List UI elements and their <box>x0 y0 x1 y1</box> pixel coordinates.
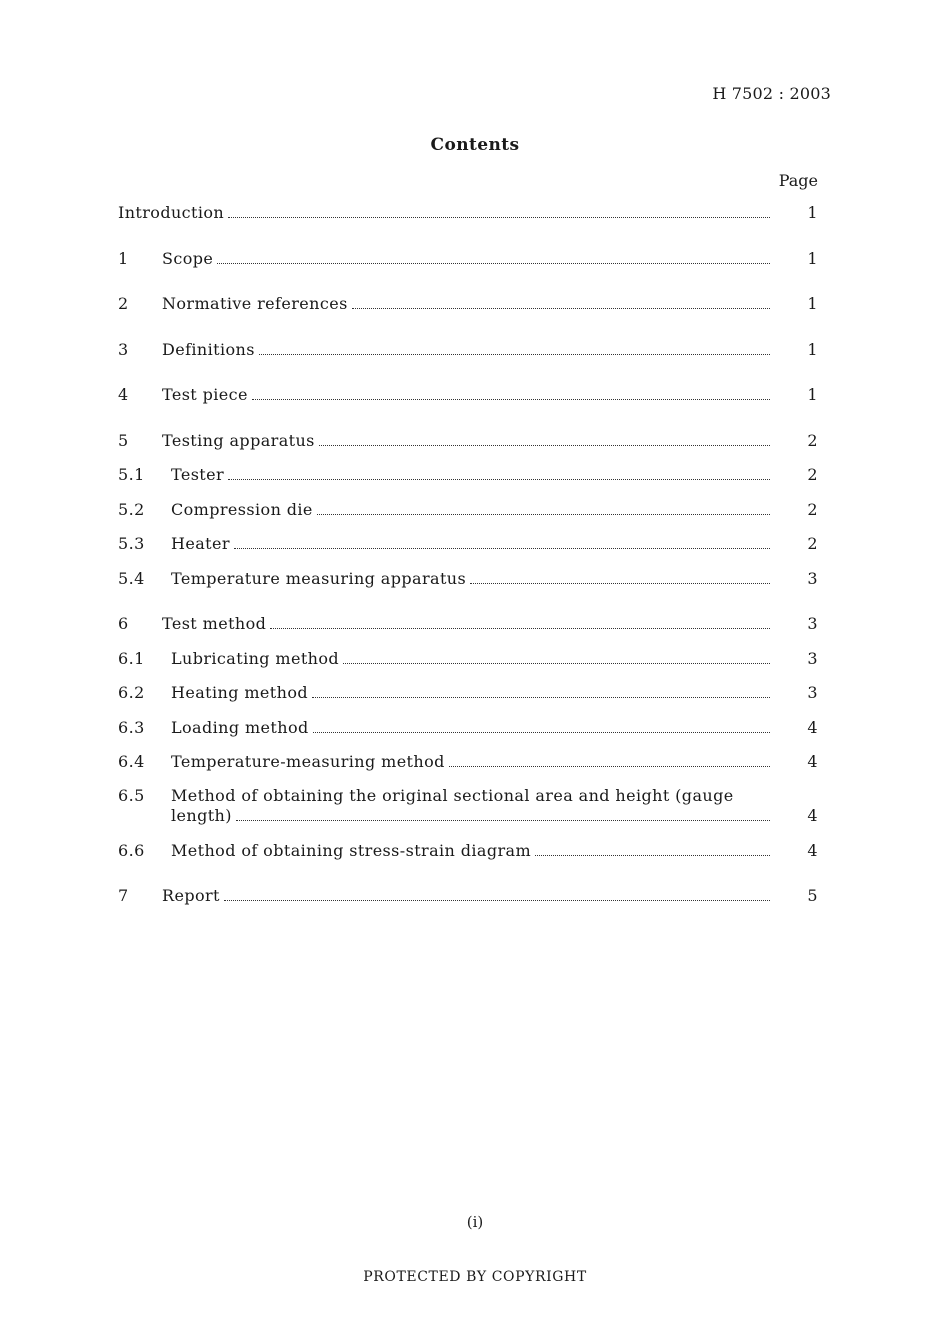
leader-dots <box>470 583 770 584</box>
toc-entry-page: 3 <box>807 683 818 702</box>
toc-entry-page: 2 <box>807 465 818 484</box>
toc-entry-temperature-measuring-method[interactable] <box>118 738 818 773</box>
toc-entry-original-sectional-area[interactable] <box>118 772 818 826</box>
toc-entry-label-line1: Method of obtaining the original sectional area and height (gauge <box>171 786 734 805</box>
toc-entry-label: Method of obtaining stress-strain diagram <box>171 840 532 860</box>
leader-dots <box>270 628 770 629</box>
toc-entry-number: 4 <box>118 385 129 404</box>
leader-dots <box>352 308 770 309</box>
toc-entry-label: Test piece <box>162 385 248 404</box>
toc-entry-scope[interactable] <box>118 241 818 269</box>
footer-page-number: (i) <box>466 1213 484 1231</box>
leader-dots <box>252 399 770 400</box>
toc-entry-heater[interactable] <box>118 520 818 555</box>
toc-entry-temperature-measuring-apparatus[interactable] <box>118 554 818 589</box>
toc-entry-page: 4 <box>807 752 818 771</box>
toc-entry-label: Heating method <box>171 683 308 702</box>
toc-entry-number: 6.2 <box>118 683 145 702</box>
toc-entry-tester[interactable] <box>118 451 818 486</box>
toc-entry-label-line2: length) <box>171 806 232 825</box>
leader-dots <box>228 479 770 480</box>
toc-entry-label: Testing apparatus <box>162 430 315 450</box>
toc-entry-number: 5.2 <box>118 499 145 519</box>
toc-entry-test-method[interactable] <box>118 606 818 634</box>
toc-entry-stress-strain-diagram[interactable] <box>118 826 818 861</box>
toc-entry-number: 5.3 <box>118 534 145 553</box>
toc-entry-label: Lubricating method <box>171 648 340 668</box>
toc-entry-definitions[interactable] <box>118 332 818 360</box>
leader-dots <box>319 445 770 446</box>
toc-entry-label: Normative references <box>162 294 348 313</box>
leader-dots <box>259 354 770 355</box>
leader-dots <box>224 900 770 901</box>
leader-dots <box>234 548 770 549</box>
page-column-header: Page <box>778 171 818 190</box>
toc-entry-label: Temperature measuring apparatus <box>171 568 467 588</box>
page-title: Contents <box>430 135 520 155</box>
toc-entry-number: 5.1 <box>118 465 145 484</box>
toc-entry-page: 1 <box>807 294 818 313</box>
toc-entry-page: 2 <box>807 430 818 450</box>
toc-entry-number: 6.5 <box>118 786 145 805</box>
toc-entry-label: Introduction <box>118 203 225 222</box>
leader-dots <box>449 766 770 767</box>
toc-entry-number: 6.1 <box>118 648 145 668</box>
toc-entry-test-piece[interactable] <box>118 377 818 405</box>
toc-entry-page: 4 <box>807 717 818 737</box>
document-id: H 7502 : 2003 <box>712 84 831 103</box>
toc-entry-number: 5 <box>118 430 129 450</box>
toc-entry-number: 6 <box>118 614 129 633</box>
leader-dots <box>535 855 770 856</box>
toc-entry-page: 2 <box>807 534 818 553</box>
toc-entry-number: 1 <box>118 248 129 268</box>
toc-entry-page: 4 <box>807 840 818 860</box>
leader-dots <box>317 514 770 515</box>
leader-dots <box>312 697 770 698</box>
toc-entry-lubricating-method[interactable] <box>118 634 818 669</box>
toc-entry-page: 2 <box>807 499 818 519</box>
leader-dots <box>217 263 770 264</box>
toc-entry-number: 6.3 <box>118 717 145 737</box>
toc-entry-page: 3 <box>807 614 818 633</box>
toc-entry-page: 1 <box>807 385 818 404</box>
toc-entry-heating-method[interactable] <box>118 669 818 704</box>
toc-entry-page: 1 <box>807 248 818 268</box>
toc-entry-compression-die[interactable] <box>118 485 818 520</box>
toc-entry-label: Scope <box>162 248 214 268</box>
toc-entry-page: 3 <box>807 648 818 668</box>
toc-entry-number: 6.4 <box>118 752 145 771</box>
table-of-contents <box>118 195 818 906</box>
toc-entry-label: Tester <box>171 465 225 484</box>
toc-entry-label: Loading method <box>171 717 309 737</box>
leader-dots <box>313 732 770 733</box>
toc-entry-testing-apparatus[interactable] <box>118 423 818 451</box>
toc-entry-label: Temperature-measuring method <box>171 752 445 771</box>
toc-entry-normative-references[interactable] <box>118 286 818 314</box>
leader-dots <box>343 663 770 664</box>
toc-entry-introduction[interactable] <box>118 195 818 223</box>
toc-entry-label: Compression die <box>171 499 313 519</box>
copyright-notice: PROTECTED BY COPYRIGHT <box>363 1269 587 1285</box>
toc-entry-number: 3 <box>118 339 129 359</box>
toc-entry-loading-method[interactable] <box>118 703 818 738</box>
toc-entry-label: Test method <box>162 614 267 633</box>
leader-dots <box>236 820 770 821</box>
leader-dots <box>228 217 770 218</box>
toc-entry-page: 1 <box>807 339 818 359</box>
toc-entry-number: 6.6 <box>118 840 145 860</box>
toc-entry-page: 5 <box>807 886 818 905</box>
toc-entry-page: 4 <box>807 806 818 825</box>
toc-entry-label: Report <box>162 886 220 905</box>
toc-entry-label: Heater <box>171 534 230 553</box>
toc-entry-number: 5.4 <box>118 568 145 588</box>
toc-entry-report[interactable] <box>118 878 818 906</box>
toc-entry-number: 7 <box>118 886 129 905</box>
toc-entry-page: 1 <box>807 203 818 222</box>
toc-entry-number: 2 <box>118 294 129 313</box>
toc-entry-page: 3 <box>807 568 818 588</box>
toc-entry-label: Definitions <box>162 339 255 359</box>
